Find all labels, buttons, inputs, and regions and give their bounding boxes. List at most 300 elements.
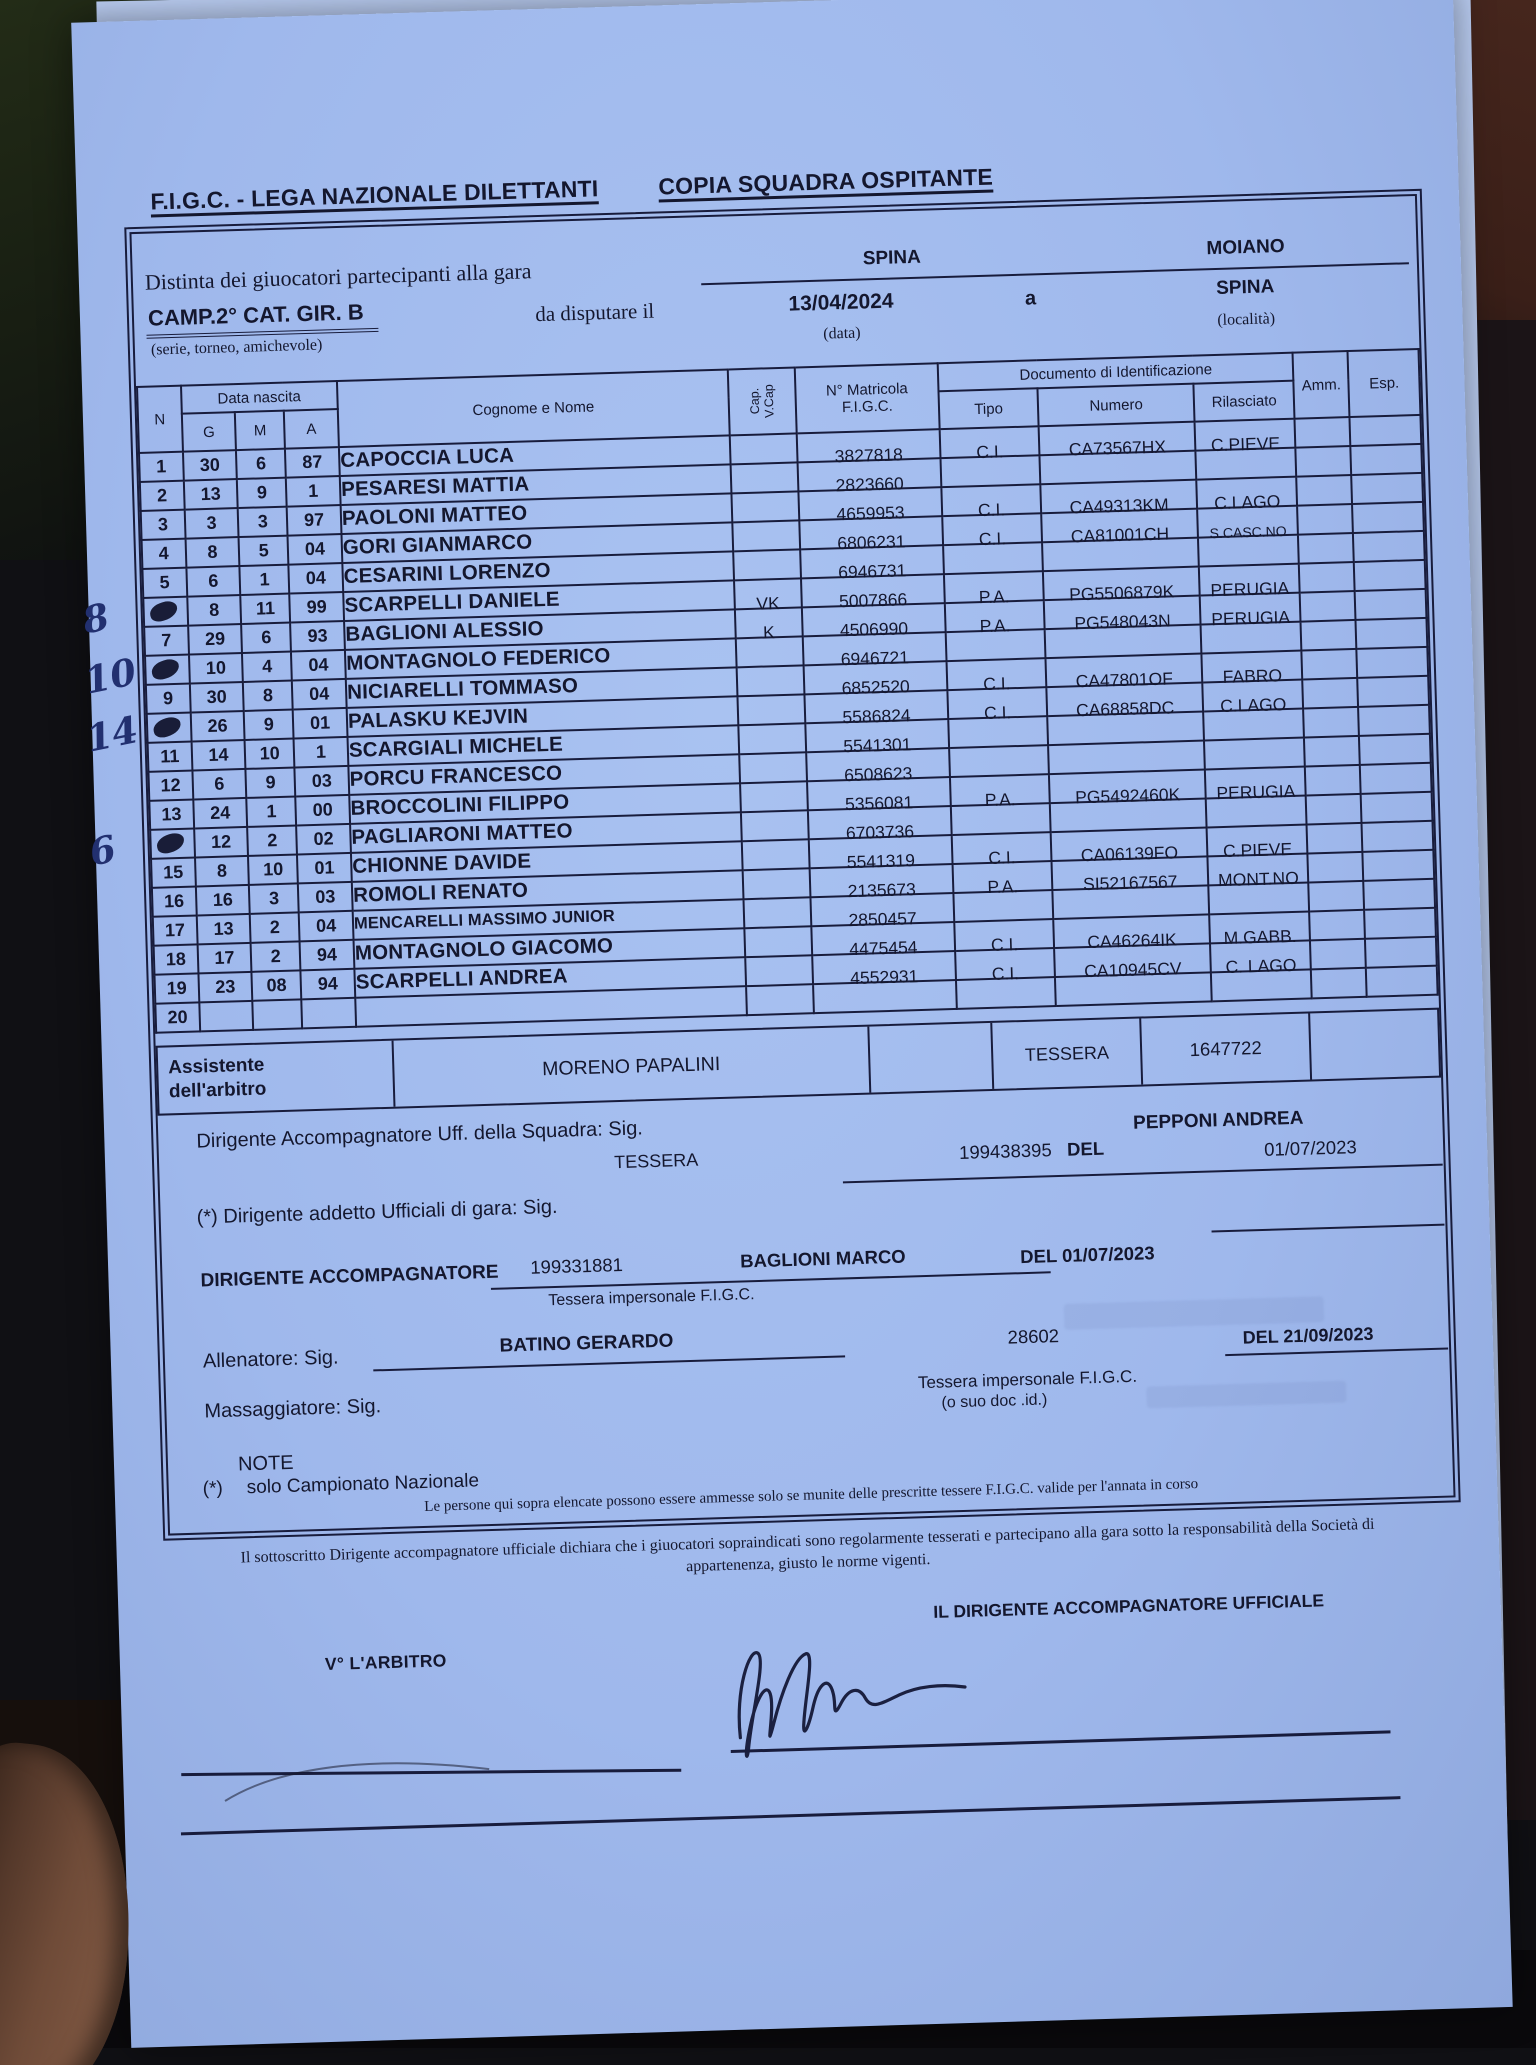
- document-number: CA73567HX: [1068, 436, 1167, 460]
- thumb: [0, 1736, 148, 2065]
- birth-month-cell: [241, 594, 291, 624]
- birth-day-cell: [194, 827, 249, 858]
- captain-mark: [740, 748, 805, 750]
- birth-day-cell: [183, 450, 238, 481]
- esp-cell: [1362, 821, 1433, 852]
- player-name: CESARINI LORENZO: [343, 558, 552, 588]
- birth-day-cell-value: 8: [216, 860, 228, 881]
- birth-year-cell-value: 01: [309, 712, 331, 734]
- captain-mark-cell: [744, 926, 811, 957]
- dir-acc-name: BAGLIONI MARCO: [739, 1245, 906, 1272]
- matricola-number: 6703736: [845, 821, 915, 844]
- esp-cell: [1358, 676, 1429, 707]
- captain-mark-cell: [742, 839, 809, 870]
- player-number: 12: [160, 774, 181, 796]
- captain-mark: [739, 719, 804, 721]
- birth-day-cell-value: 16: [212, 889, 234, 910]
- birth-year-cell-value: 03: [314, 886, 336, 907]
- officials-section: [158, 1078, 1454, 1534]
- birth-day-cell: [199, 1001, 254, 1032]
- player-number: 18: [165, 948, 187, 970]
- birth-day-cell-value: 13: [213, 918, 234, 939]
- document-type: C.I.: [983, 702, 1012, 724]
- captain-mark: [747, 980, 812, 982]
- birth-month-cell-value: 11: [255, 598, 276, 619]
- match-date: 13/04/2024: [788, 289, 894, 316]
- disputare-label: da disputare il: [534, 298, 655, 327]
- matricola-number: 3827818: [834, 444, 904, 467]
- signature-zone: [119, 1579, 1508, 1860]
- captain-mark: [745, 922, 810, 924]
- birth-month-cell-value: 6: [255, 453, 267, 474]
- matricola-number: 5541301: [843, 734, 912, 757]
- esp-cell: [1354, 560, 1425, 591]
- player-n-cell: [151, 858, 195, 888]
- handwritten-margin-note: 10: [80, 649, 141, 703]
- document-issuer-cell: [1199, 564, 1300, 601]
- captain-mark: [735, 574, 800, 576]
- competition-name: CAMP.2° CAT. GIR. B: [146, 299, 379, 339]
- document-type-cell: [954, 919, 1054, 955]
- col-header-tipo: Tipo: [939, 388, 1039, 429]
- col-header-documento: Documento di Identificazione: [938, 353, 1294, 392]
- birth-year-cell-value: 1: [315, 741, 327, 762]
- birth-year-cell-value: 02: [313, 828, 334, 849]
- document-issuer: C.PIEVE: [1210, 433, 1281, 456]
- document-number: PG548043N: [1074, 610, 1171, 634]
- birth-day-cell: [184, 508, 239, 539]
- massaggiatore-note2: (o suo doc .id.): [941, 1391, 1048, 1412]
- document-number: [1050, 765, 1204, 770]
- esp-cell: [1365, 937, 1436, 968]
- document-number-cell: [1045, 654, 1202, 692]
- assistant-trailing-cell: [1310, 1010, 1439, 1080]
- assistant-tessera-number: 1647722: [1142, 1013, 1312, 1084]
- captain-mark: VK: [756, 593, 781, 614]
- birth-year-cell: [300, 940, 355, 971]
- birth-year-cell-value: 94: [317, 973, 339, 994]
- document-number: PG5506879K: [1068, 581, 1175, 605]
- amm-cell: [1311, 968, 1367, 999]
- player-name: PESARESI MATTIA: [340, 471, 530, 501]
- player-n-cell: [144, 626, 188, 656]
- document-type: P.A.: [978, 586, 1010, 608]
- player-number: 19: [166, 977, 187, 999]
- birth-month-cell-value: 5: [258, 540, 270, 561]
- player-number: 15: [162, 861, 184, 883]
- birth-day-cell-value: 12: [210, 831, 232, 853]
- document-number: CA10945CV: [1083, 958, 1182, 982]
- amm-cell: [1297, 504, 1353, 535]
- birth-day-cell-value: 26: [207, 715, 228, 737]
- esp-cell: [1365, 908, 1436, 939]
- amm-cell: [1306, 794, 1362, 825]
- assistant-name: MORENO PAPALINI: [394, 1027, 871, 1107]
- document-type: C.I.: [977, 499, 1006, 521]
- player-n-cell: [154, 944, 198, 974]
- document-type: C.I.: [975, 441, 1004, 463]
- document-type: P.A.: [987, 876, 1019, 897]
- captain-mark-cell: [731, 491, 798, 522]
- massaggiatore-label: Massaggiatore: Sig.: [204, 1395, 382, 1423]
- pen-scribble: [148, 599, 180, 624]
- birth-day-cell: [190, 711, 245, 742]
- note-text: solo Campionato Nazionale: [246, 1470, 480, 1499]
- amm-cell: [1310, 939, 1366, 970]
- roster-form-paper: [71, 0, 1512, 2048]
- document-type: P.A.: [979, 615, 1011, 637]
- birth-month-cell-value: 4: [261, 656, 273, 677]
- document-number-cell: [1049, 769, 1206, 808]
- matricola-number: 6806231: [837, 531, 906, 554]
- document-type: C.I.: [991, 963, 1020, 984]
- location-block: [1081, 268, 1411, 334]
- captain-mark-cell: [731, 462, 798, 493]
- document-issuer-cell: [1204, 738, 1305, 770]
- document-issuer: C.LAGO: [1219, 694, 1287, 717]
- document-issuer: M.GABB.: [1223, 925, 1297, 949]
- amm-cell: [1305, 765, 1361, 796]
- player-number: 5: [159, 572, 170, 593]
- birth-month-cell-value: 2: [269, 917, 281, 938]
- captain-mark: [737, 661, 802, 663]
- player-number: 13: [161, 803, 182, 825]
- player-name: BAGLIONI ALESSIO: [345, 616, 545, 646]
- esp-cell: [1356, 618, 1427, 649]
- birth-day-cell: [196, 914, 251, 945]
- col-header-esp: Esp.: [1348, 349, 1421, 417]
- col-header-numero: Numero: [1037, 384, 1194, 427]
- matricola-number: 4552931: [849, 966, 919, 989]
- document-issuer-cell: [1197, 477, 1298, 514]
- birth-year-cell: [299, 911, 354, 942]
- player-name: SCARPELLI ANDREA: [355, 963, 569, 994]
- document-issuer: [1210, 907, 1308, 910]
- player-number: 3: [157, 514, 169, 535]
- player-number: 11: [159, 745, 180, 767]
- document-number: [1054, 910, 1208, 915]
- esp-cell: [1359, 734, 1430, 765]
- captain-mark: [732, 487, 797, 489]
- birth-month-cell: [236, 449, 286, 479]
- birth-month-cell: [253, 999, 303, 1029]
- birth-month-cell-value: 6: [260, 627, 272, 648]
- captain-mark-cell: [743, 868, 810, 899]
- handwritten-margin-note: 14: [82, 707, 142, 761]
- esp-cell: [1357, 647, 1428, 678]
- document-issuer: C. LAGO: [1225, 954, 1297, 977]
- document-number: [1041, 475, 1195, 480]
- player-n-cell: [139, 452, 183, 482]
- dir-acc-subnote: Tessera impersonale F.I.G.C.: [548, 1286, 755, 1310]
- matricola-number: 5007866: [838, 589, 908, 612]
- fine-print: Le persone qui sopra elencate possono essere ammesse solo se munite delle prescritte tessere F.I.G.C. valide per l'annata in corso: [424, 1476, 1199, 1515]
- birth-day-cell-value: 10: [205, 657, 227, 679]
- handwritten-margin-note: 6: [85, 826, 120, 875]
- player-number: 16: [163, 890, 185, 912]
- matricola-number: 6508623: [843, 763, 913, 786]
- birth-day-cell: [183, 479, 238, 510]
- matricola-number: 6852520: [841, 676, 911, 699]
- amm-cell: [1298, 533, 1354, 564]
- esp-cell: [1351, 444, 1422, 475]
- player-n-cell: [78, 594, 187, 643]
- player-n-cell: [149, 800, 193, 830]
- amm-cell: [1301, 620, 1357, 651]
- player-number: 20: [167, 1006, 188, 1028]
- document-type-cell: [947, 658, 1047, 695]
- document-type: [942, 480, 1039, 483]
- player-n-cell: [154, 973, 198, 1003]
- captain-mark-cell: [730, 433, 797, 464]
- birth-year-cell: [295, 766, 350, 797]
- player-name: PAOLONI MATTEO: [341, 500, 528, 530]
- birth-day-cell-value: 14: [208, 744, 229, 766]
- amm-cell: [1296, 475, 1352, 506]
- birth-month-cell-value: 8: [262, 685, 274, 706]
- esp-cell: [1350, 415, 1421, 446]
- birth-day-cell-value: 24: [209, 802, 231, 824]
- birth-day-cell: [186, 566, 241, 597]
- document-issuer-cell: [1207, 824, 1308, 861]
- birth-day-cell-value: 29: [204, 628, 226, 650]
- birth-month-cell-value: 2: [270, 945, 282, 967]
- document-sheet-wrapper: [71, 0, 1512, 2048]
- birth-day-cell-value: 30: [199, 454, 221, 476]
- document-type-cell: [949, 745, 1049, 777]
- tessera-label: TESSERA: [613, 1149, 699, 1173]
- birth-month-cell: [242, 623, 292, 653]
- matricola-number: 2135673: [847, 879, 917, 902]
- document-number: [1051, 823, 1205, 828]
- document-issuer-cell: [1202, 651, 1303, 687]
- document-issuer-cell: [1195, 419, 1296, 456]
- matricola-number: 5586824: [842, 705, 911, 728]
- document-issuer: [1200, 559, 1298, 562]
- document-issuer: C.LAGO: [1213, 491, 1281, 514]
- assistant-label: Assistente dell'arbitro: [158, 1041, 396, 1114]
- birth-day-cell: [191, 740, 246, 771]
- birth-year-cell-value: 1: [307, 480, 319, 501]
- document-issuer: FABRO: [1222, 665, 1283, 687]
- player-n-cell: [148, 742, 192, 772]
- col-header-a: A: [284, 409, 339, 449]
- document-type: C.I.: [988, 847, 1016, 868]
- allenatore-name: BATINO GERARDO: [499, 1330, 674, 1357]
- players-tbody: [78, 415, 1438, 1033]
- tessera-underline: [843, 1164, 1443, 1184]
- document-number: CA81001CH: [1070, 523, 1170, 547]
- birth-year-cell-value: 00: [312, 799, 334, 820]
- location-caption: (località): [1217, 310, 1276, 329]
- birth-day-cell: [198, 972, 253, 1003]
- birth-day-cell-value: 30: [206, 686, 228, 708]
- birth-day-cell: [189, 653, 244, 684]
- player-name: [357, 1000, 746, 1012]
- dir-acc-label: DIRIGENTE ACCOMPAGNATORE: [200, 1261, 499, 1292]
- birth-year-cell-value: 99: [306, 596, 327, 618]
- allenatore-tessera: 28602: [1007, 1325, 1060, 1348]
- document-issuer: MONT.NO: [1217, 867, 1300, 891]
- document-type: [955, 915, 1052, 918]
- bleedthrough-ghost-text: [1146, 1381, 1347, 1409]
- player-name: NICIARELLI TOMMASO: [346, 673, 579, 704]
- players-table: [78, 348, 1439, 1034]
- col-header-matricola: N° Matricola F.I.G.C.: [794, 363, 939, 433]
- document-type: [945, 567, 1042, 570]
- document-issuer-cell: [1209, 911, 1310, 949]
- amm-cell: [1299, 562, 1355, 593]
- birth-year-cell-value: 04: [308, 683, 330, 705]
- player-n-cell: [142, 568, 186, 598]
- matricola-number: 6946731: [837, 560, 907, 583]
- document-number: PG5492460K: [1074, 784, 1181, 808]
- declaration-text: Il sottoscritto Dirigente accompagnatore ufficiale dichiara che i giuocatori sopraindicati sono regolarmente tesserati e partecipano alla gara sotto la responsabilità della Società di appartenenza, giusto le norme vigenti.: [240, 1515, 1375, 1575]
- col-header-amm: Amm.: [1293, 351, 1350, 419]
- distinta-label: Distinta dei giuocatori partecipanti alla gara: [144, 258, 532, 295]
- birth-year-cell: [285, 447, 340, 478]
- birth-day-cell: [189, 682, 244, 713]
- federation-title: F.I.G.C. - LEGA NAZIONALE DILETTANTI: [150, 175, 599, 215]
- birth-year-cell: [289, 592, 344, 623]
- captain-mark: [746, 951, 811, 953]
- amm-cell: [1303, 678, 1359, 709]
- document-issuer: [1197, 472, 1295, 475]
- document-number: CA06139FO: [1080, 842, 1179, 866]
- esp-cell: [1352, 502, 1423, 533]
- document-issuer: [1203, 646, 1301, 649]
- birth-month-cell-value: 9: [256, 482, 268, 503]
- birth-month-cell-value: 08: [266, 974, 287, 996]
- birth-year-cell-value: 94: [316, 944, 338, 965]
- document-number-cell: [1051, 827, 1208, 866]
- document-type: P.A.: [984, 789, 1016, 811]
- referee-visa-label: V° L'ARBITRO: [324, 1650, 447, 1675]
- esp-cell: [1358, 705, 1429, 736]
- captain-mark-cell: [745, 955, 812, 986]
- captain-mark-cell: [741, 810, 808, 841]
- birth-month-cell: [248, 854, 298, 884]
- document-type-cell: [952, 832, 1052, 868]
- document-number: [1049, 736, 1203, 741]
- birth-year-cell: [295, 795, 350, 826]
- note-star: (*): [202, 1477, 224, 1500]
- birth-month-cell: [247, 796, 297, 826]
- captain-mark-cell: [743, 897, 810, 928]
- document-issuer: [1208, 820, 1306, 823]
- captain-mark-cell: [739, 752, 806, 783]
- birth-year-cell-value: 04: [308, 654, 329, 676]
- player-name: PALASKU KEJVIN: [347, 704, 529, 733]
- competition-box: [146, 296, 489, 360]
- note-label: NOTE: [237, 1451, 294, 1476]
- esp-cell: [1366, 966, 1437, 997]
- pen-scribble: [150, 657, 182, 682]
- captain-mark-cell: [733, 549, 800, 580]
- birth-year-cell-value: 87: [302, 451, 323, 473]
- dirigente-gara-label: (*) Dirigente addetto Ufficiali di gara: Sig.: [196, 1195, 558, 1229]
- birth-year-cell-value: 01: [314, 857, 335, 878]
- birth-month-cell: [248, 825, 298, 855]
- birth-day-cell-value: 13: [200, 483, 222, 505]
- matricola-number: 5541319: [846, 850, 916, 873]
- amm-cell: [1302, 649, 1358, 680]
- esp-cell: [1363, 850, 1434, 881]
- document-number: SI52167567: [1082, 871, 1178, 895]
- captain-mark-cell: [737, 694, 804, 725]
- player-number: 1: [155, 456, 167, 477]
- document-type: C.I.: [982, 673, 1011, 695]
- document-issuer: PERUGIA: [1211, 606, 1291, 630]
- document-type: [951, 770, 1048, 773]
- document-number: CA49313KM: [1069, 494, 1169, 518]
- birth-month-cell-value: 10: [262, 858, 284, 880]
- matricola-number: 2823660: [835, 473, 905, 496]
- document-type-cell: [944, 571, 1044, 608]
- amm-cell: [1295, 417, 1351, 448]
- birth-day-cell: [192, 769, 247, 800]
- hair-strand: [219, 1743, 501, 1811]
- birth-month-cell: [251, 941, 301, 971]
- empty-right-underline: [1212, 1224, 1445, 1233]
- away-team-name: MOIANO: [1206, 235, 1285, 260]
- matricola-number: 4659953: [836, 502, 905, 525]
- birth-year-cell: [292, 679, 347, 710]
- amm-cell: [1308, 852, 1364, 883]
- bleedthrough-ghost-text: [1064, 1296, 1325, 1330]
- col-header-cap: Cap. V.Cap: [728, 367, 797, 435]
- player-n-cell: [148, 771, 192, 801]
- player-n-cell: [152, 886, 196, 916]
- birth-day-cell: [185, 537, 240, 568]
- player-name: PAGLIARONI MATTEO: [351, 818, 573, 849]
- massaggiatore-note1: Tessera impersonale F.I.G.C.: [917, 1366, 1138, 1393]
- birth-day-cell-value: 8: [207, 541, 218, 562]
- player-n-cell: [140, 481, 184, 511]
- player-name: BROCCOLINI FILIPPO: [350, 789, 570, 820]
- player-n-cell: [146, 684, 190, 714]
- amm-cell: [1303, 707, 1359, 738]
- captain-mark-cell: [738, 723, 805, 754]
- birth-month-cell-value: 1: [259, 569, 270, 590]
- birth-day-cell: [193, 798, 248, 829]
- matricola-number: 6946721: [840, 647, 910, 670]
- birth-year-cell: [298, 882, 353, 913]
- esp-cell: [1355, 589, 1426, 620]
- captain-mark: [731, 458, 796, 460]
- dir-acc-tessera: 199331881: [530, 1253, 624, 1278]
- main-form-frame: [78, 194, 1455, 1536]
- document-issuer-cell: [1205, 767, 1306, 804]
- player-number: 2: [156, 485, 168, 506]
- tessera-date: 01/07/2023: [1263, 1136, 1358, 1160]
- amm-cell: [1309, 881, 1365, 912]
- captain-mark-cell: [746, 984, 813, 1015]
- birth-month-cell-value: 9: [265, 772, 276, 793]
- birth-month-cell: [240, 565, 290, 595]
- birth-year-cell-value: 97: [303, 509, 325, 531]
- competition-subtitle: (serie, torneo, amichevole): [150, 336, 323, 359]
- document-number: CA46264IK: [1086, 929, 1178, 953]
- player-name: CAPOCCIA LUCA: [339, 443, 515, 472]
- captain-mark: [748, 1009, 813, 1011]
- matricola-number: [814, 1004, 956, 1008]
- esp-cell: [1360, 763, 1431, 794]
- birth-year-cell: [296, 824, 351, 855]
- captain-mark: [738, 690, 803, 692]
- document-number: CA68858DC: [1075, 697, 1175, 721]
- birth-month-cell: [250, 912, 300, 942]
